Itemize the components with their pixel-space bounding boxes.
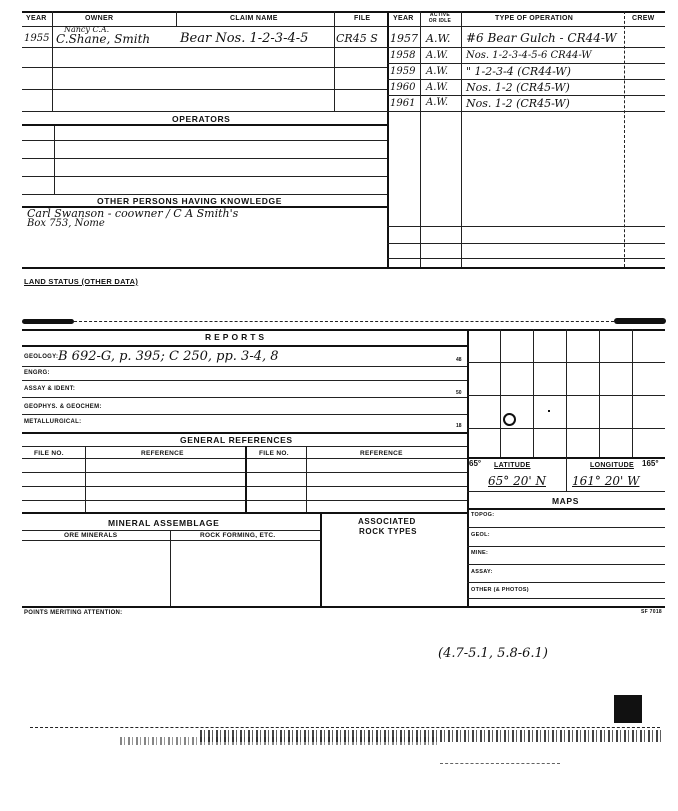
claim-owner: C.Shane, Smith <box>56 32 151 46</box>
op-type-5: Nos. 1-2 (CR45-W) <box>466 97 570 110</box>
op-year-3: 1959 <box>390 66 416 77</box>
margin-number-2: 50 <box>456 390 462 396</box>
header-type-of-operation: TYPE OF OPERATION <box>495 15 574 22</box>
gr-header-reference-1: REFERENCE <box>141 450 184 457</box>
location-marker-icon <box>503 413 516 426</box>
general-references-title: GENERAL REFERENCES <box>180 435 293 445</box>
op-type-1: #6 Bear Gulch - CR44-W <box>466 31 617 45</box>
margin-number-1: 48 <box>456 357 462 363</box>
claim-owner-top: Nancy C.A. <box>64 25 110 34</box>
header-year: YEAR <box>26 15 47 22</box>
gr-header-file-no-2: FILE NO. <box>259 450 289 457</box>
op-type-3: " 1-2-3-4 (CR44-W) <box>466 65 571 78</box>
engrg-label: ENGRG: <box>24 370 50 376</box>
maps-title: MAPS <box>552 496 579 506</box>
land-status-label: LAND STATUS (OTHER DATA) <box>24 277 139 286</box>
op-status-2: A.W. <box>426 50 449 61</box>
header-crew: CREW <box>632 15 655 22</box>
assay-ident-label: ASSAY & IDENT: <box>24 386 76 392</box>
header-year-2: YEAR <box>393 15 414 22</box>
header-claim-name: CLAIM NAME <box>230 15 278 22</box>
maps-topog-label: TOPOG: <box>471 512 495 518</box>
op-year-1: 1957 <box>390 32 418 45</box>
metallurgical-label: METALLURGICAL: <box>24 419 82 425</box>
rock-forming-label: ROCK FORMING, ETC. <box>200 532 276 539</box>
latitude-value: 65° 20' N <box>488 474 546 488</box>
op-status-3: A.W. <box>426 66 449 77</box>
mineral-assemblage-title: MINERAL ASSEMBLAGE <box>108 518 220 528</box>
claim-file: CR45 S <box>336 32 378 45</box>
scan-noise-band-2 <box>120 737 440 745</box>
points-meriting-attention-label: POINTS MERITING ATTENTION: <box>24 610 123 616</box>
maps-mine-label: MINE: <box>471 550 489 556</box>
maps-geol-label: GEOL: <box>471 532 490 538</box>
op-status-4: A.W. <box>426 82 449 93</box>
gr-header-reference-2: REFERENCE <box>360 450 403 457</box>
other-persons-label: OTHER PERSONS HAVING KNOWLEDGE <box>97 196 283 206</box>
operators-label: OPERATORS <box>172 114 231 124</box>
op-type-2: Nos. 1-2-3-4-5-6 CR44-W <box>466 50 592 61</box>
margin-number-3: 18 <box>456 423 462 429</box>
op-status-1: A.W. <box>426 32 451 45</box>
form-number: SF 7018 <box>641 609 663 615</box>
maps-other-label: OTHER (& PHOTOS) <box>471 587 529 593</box>
maps-assay-label: ASSAY: <box>471 569 493 575</box>
header-file: FILE <box>354 15 371 22</box>
op-type-4: Nos. 1-2 (CR45-W) <box>466 81 570 94</box>
geophys-label: GEOPHYS. & GEOCHEM: <box>24 404 102 410</box>
claim-year: 1955 <box>24 33 50 44</box>
ore-minerals-label: ORE MINERALS <box>64 532 118 539</box>
other-persons-line-2: Box 753, Nome <box>27 218 105 229</box>
claim-name: Bear Nos. 1-2-3-4-5 <box>180 31 309 46</box>
handwritten-note: (4.7-5.1, 5.8-6.1) <box>438 646 548 661</box>
op-year-5: 1961 <box>390 98 416 109</box>
location-dot <box>548 410 550 412</box>
geology-value: B 692-G, p. 395; C 250, pp. 3-4, 8 <box>58 349 279 364</box>
scan-smudge-left <box>22 319 74 324</box>
op-year-2: 1958 <box>390 50 416 61</box>
header-owner: OWNER <box>85 15 114 22</box>
scan-block <box>614 695 642 723</box>
longitude-suffix: 165° <box>642 459 659 468</box>
geology-label: GEOLOGY: <box>24 354 59 360</box>
longitude-label: LONGITUDE <box>590 462 634 469</box>
header-active-or-idle: ACTIVE OR IDLE <box>428 12 452 24</box>
other-persons-line-1: Carl Swanson - coowner / C A Smith's <box>27 207 239 220</box>
rock-types-label: ROCK TYPES <box>359 527 418 536</box>
scan-smudge-right <box>614 318 666 324</box>
reports-title: REPORTS <box>205 332 268 342</box>
longitude-value: 161° 20' W <box>572 474 640 488</box>
latitude-prefix: 65° <box>469 459 482 468</box>
associated-label: ASSOCIATED <box>358 517 416 526</box>
gr-header-file-no-1: FILE NO. <box>34 450 64 457</box>
latitude-label: LATITUDE <box>494 462 531 469</box>
op-year-4: 1960 <box>390 82 416 93</box>
op-status-5: A.W. <box>426 97 449 108</box>
